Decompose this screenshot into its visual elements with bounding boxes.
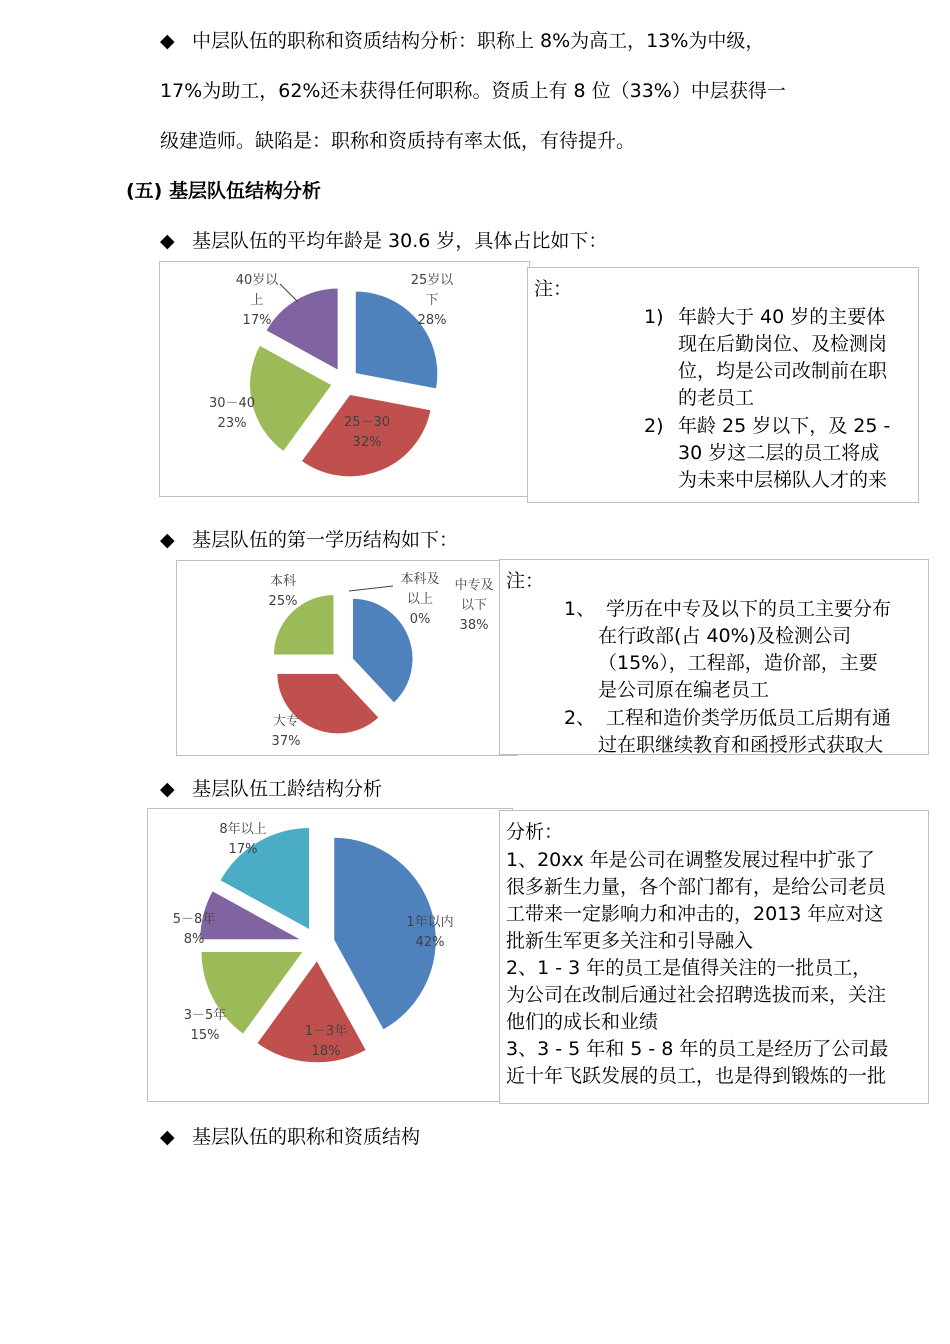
age-note-2: [678, 413, 890, 494]
age-note-box: [527, 267, 919, 503]
tenure-line: 2、1 - 3 年的员工是值得关注的一批员工，: [506, 957, 872, 979]
pie-slice-label: 中专及: [454, 578, 494, 593]
tenure-bullet: [160, 774, 382, 801]
age-bullet-text: 基层队伍的平均年龄是 30.6 岁，具体占比如下：: [192, 230, 608, 252]
pie-slice-label: 40岁以: [235, 273, 279, 288]
section-heading: (五) 基层队伍结构分析: [126, 180, 321, 202]
pie-slice-pct-label: 37%: [271, 734, 301, 749]
edu-note-1-line: （15%），工程部，造价部，主要: [598, 652, 878, 674]
pie-slice-label: 5－8年: [172, 912, 216, 927]
pie-slice-label: 25岁以: [410, 273, 454, 288]
pie-slice-label: 本科及: [400, 572, 440, 587]
edu-note-box: [499, 559, 929, 755]
pie-slice-pct-label: 15%: [190, 1028, 220, 1043]
edu-bullet: [160, 525, 458, 552]
tenure-chart-box: [147, 808, 513, 1102]
edu-note-1: [598, 596, 891, 704]
tenure-line: 很多新生力量，各个部门都有，是给公司老员: [506, 876, 887, 898]
pie-slice-label: 以下: [460, 598, 488, 613]
pie-slice-pct-label: 32%: [352, 435, 382, 450]
edu-note-1-line: 在行政部(占 40%)及检测公司: [598, 625, 852, 647]
age-note-1-line: 年龄大于 40 岁的主要体: [678, 306, 886, 328]
last-bullet-text: 基层队伍的职称和资质结构: [192, 1126, 421, 1148]
age-bullet: [160, 226, 607, 253]
pie-slice-label: 大专: [272, 714, 300, 729]
pie-slice-label: 以上: [406, 592, 434, 607]
pie-slice-pct-label: 17%: [242, 313, 272, 328]
edu-note-2-line: 过在职继续教育和函授形式获取大: [598, 734, 884, 755]
pie-slice-label: 上: [250, 293, 264, 308]
pie-slice-label: 1年以内: [406, 915, 454, 930]
tenure-line: 工带来一定影响力和冲击的，2013 年应对这: [506, 903, 884, 925]
age-note-2-num: 2): [644, 415, 664, 437]
intro-line-1: [160, 26, 764, 53]
tenure-line: 近十年飞跃发展的员工，也是得到锻炼的一批: [506, 1065, 887, 1087]
tenure-line: 他们的成长和业绩: [506, 1011, 659, 1033]
edu-note-2-num: 2、: [564, 707, 596, 729]
age-note-1: [678, 304, 887, 412]
pie-slice-pct-label: 23%: [217, 416, 247, 431]
tenure-bullet-text: 基层队伍工龄结构分析: [192, 778, 383, 800]
pie-leader-line: [280, 284, 298, 302]
diamond-bullet-icon: ◆: [160, 778, 175, 800]
pie-slice-pct-label: 0%: [409, 612, 431, 627]
pie-slice: [352, 598, 413, 703]
edu-note-title: 注：: [506, 570, 545, 592]
pie-slice-label: 30－40: [208, 396, 256, 411]
pie-slice-pct-label: 42%: [415, 935, 445, 950]
tenure-line: 批新生军更多关注和引导融入: [506, 930, 754, 952]
edu-note-1-num: 1、: [564, 598, 596, 620]
edu-note-1-line: 是公司原在编老员工: [598, 679, 770, 701]
pie-slice-pct-label: 17%: [228, 842, 258, 857]
intro-text-2: 17%为助工，62%还未获得任何职称。资质上有 8 位（33%）中层获得一: [160, 80, 786, 102]
tenure-line: 1、20xx 年是公司在调整发展过程中扩张了: [506, 849, 875, 871]
age-note-title: 注：: [534, 278, 573, 300]
diamond-bullet-icon: ◆: [160, 529, 175, 551]
pie-slice-label: 本科: [269, 574, 297, 589]
age-note-2-line: 30 岁这二层的员工将成: [678, 442, 880, 464]
tenure-note-box: [499, 810, 929, 1104]
intro-text-1: 中层队伍的职称和资质结构分析：职称上 8%为高工，13%为中级，: [192, 30, 765, 52]
age-chart-box: [159, 261, 530, 497]
age-note-1-num: 1): [644, 306, 664, 328]
age-note-1-line: 现在后勤岗位、及检测岗: [678, 333, 888, 355]
pie-slice-label: 1－3年: [304, 1024, 348, 1039]
tenure-line: 3、3 - 5 年和 5 - 8 年的员工是经历了公司最: [506, 1038, 889, 1060]
tenure-pie-chart: [148, 809, 512, 1101]
edu-pie-chart: [177, 561, 517, 755]
intro-text-3: 级建造师。缺陷是：职称和资质持有率太低，有待提升。: [160, 130, 636, 152]
pie-slice-pct-label: 25%: [268, 594, 298, 609]
edu-chart-box: [176, 560, 518, 756]
pie-slice-pct-label: 38%: [459, 618, 489, 633]
pie-slice: [333, 837, 436, 1030]
pie-slice-label: 下: [425, 293, 439, 308]
age-pie-chart: [160, 262, 529, 496]
diamond-bullet-icon: ◆: [160, 30, 175, 52]
pie-leader-line: [349, 586, 393, 591]
age-note-1-line: 的老员工: [678, 387, 755, 409]
age-note-1-line: 位，均是公司改制前在职: [678, 360, 888, 382]
last-bullet: [160, 1122, 420, 1149]
edu-bullet-text: 基层队伍的第一学历结构如下：: [192, 529, 459, 551]
diamond-bullet-icon: ◆: [160, 1126, 175, 1148]
edu-note-2-line: 工程和造价类学历低员工后期有通: [606, 707, 892, 729]
age-note-2-line: 为未来中层梯队人才的来: [678, 469, 888, 491]
pie-slice-label: 8年以上: [219, 822, 267, 837]
pie-slice-label: 3－5年: [183, 1008, 227, 1023]
tenure-line: 为公司在改制后通过社会招聘选拔而来，关注: [506, 984, 887, 1006]
tenure-paragraph: [506, 847, 888, 1090]
edu-note-2: [598, 705, 891, 755]
diamond-bullet-icon: ◆: [160, 230, 175, 252]
age-note-2-line: 年龄 25 岁以下，及 25 -: [678, 415, 891, 437]
pie-slice-pct-label: 28%: [417, 313, 447, 328]
tenure-note-title: 分析：: [506, 821, 564, 843]
pie-slice-pct-label: 8%: [183, 932, 205, 947]
edu-note-1-line: 学历在中专及以下的员工主要分布: [606, 598, 892, 620]
pie-slice-pct-label: 18%: [311, 1044, 341, 1059]
pie-slice-label: 25－30: [343, 415, 391, 430]
